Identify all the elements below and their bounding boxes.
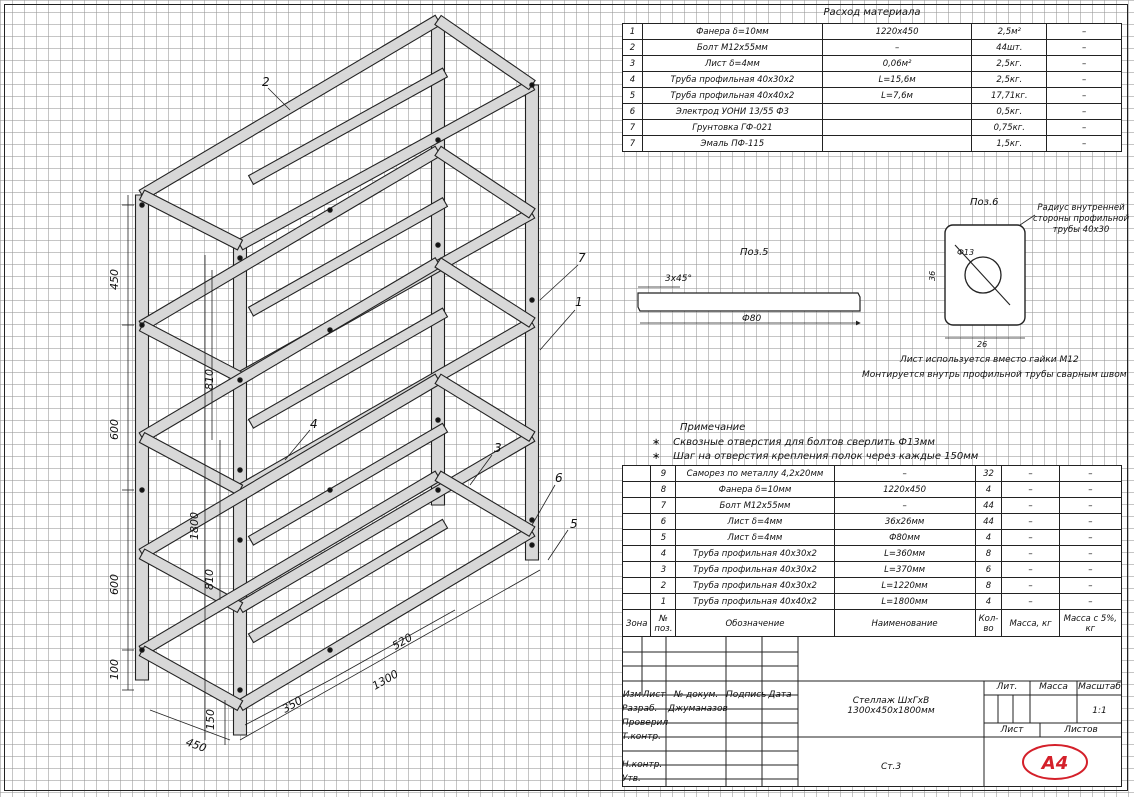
notes-item-1-text: Сквозные отверстия для болтов сверлить Ф13мм bbox=[673, 437, 935, 448]
callout-label: 4 bbox=[310, 417, 318, 431]
bolt-hole bbox=[140, 323, 144, 327]
materials-cell-spec: – bbox=[822, 40, 972, 56]
spec-cell-pos: 1 bbox=[651, 594, 676, 610]
spec-cell-qty: 8 bbox=[975, 546, 1002, 562]
frame-tube bbox=[435, 374, 535, 441]
spec-cell-pos: 6 bbox=[651, 514, 676, 530]
dim-label-d450_depth: 450 bbox=[183, 735, 209, 756]
spec-cell-total: – bbox=[1059, 562, 1121, 578]
spec-cell-mark: – bbox=[834, 466, 975, 482]
spec-cell-pos: 8 bbox=[651, 482, 676, 498]
materials-cell-extra: – bbox=[1047, 104, 1122, 120]
spec-cell-qty: 4 bbox=[975, 530, 1002, 546]
materials-cell-spec: 1220х450 bbox=[822, 24, 972, 40]
pos6-width: 26 bbox=[977, 340, 988, 349]
materials-cell-qty: 2,5м² bbox=[972, 24, 1047, 40]
spec-row bbox=[623, 514, 1122, 530]
spec-cell-qty: 44 bbox=[975, 498, 1002, 514]
spec-cell-qty: 8 bbox=[975, 578, 1002, 594]
bolt-hole bbox=[436, 488, 440, 492]
materials-cell-name: Труба профильная 40х40х2 bbox=[642, 88, 822, 104]
materials-cell-spec bbox=[822, 104, 972, 120]
tb-scale: Масштаб bbox=[1078, 682, 1121, 692]
materials-cell-qty: 2,5кг. bbox=[972, 72, 1047, 88]
materials-table bbox=[622, 23, 1122, 152]
callout-label: 2 bbox=[262, 75, 270, 89]
frame-tube bbox=[435, 471, 535, 536]
spec-row bbox=[623, 546, 1122, 562]
materials-row bbox=[623, 120, 1122, 136]
spec-cell-total: – bbox=[1059, 482, 1121, 498]
pos6-title: Поз.6 bbox=[970, 197, 999, 208]
dim-label-d1300: 1300 bbox=[370, 667, 401, 693]
spec-cell-zone bbox=[623, 466, 651, 482]
tb-role-5: Утв. bbox=[622, 774, 641, 784]
bolt-hole bbox=[530, 543, 534, 547]
materials-cell-n: 6 bbox=[623, 104, 643, 120]
spec-header-mass: Масса, кг bbox=[1002, 610, 1059, 639]
materials-cell-qty: 2,5кг. bbox=[972, 56, 1047, 72]
a4-logo bbox=[1020, 742, 1090, 782]
tb-lit: Лит. bbox=[996, 682, 1018, 692]
spec-cell-mark: L=360мм bbox=[834, 546, 975, 562]
tb-list: Лист bbox=[642, 690, 666, 700]
tb-product-name bbox=[798, 696, 984, 716]
tb-product-name-2: 1300х450х1800мм bbox=[847, 706, 935, 716]
tb-sheets: Листов bbox=[1064, 725, 1098, 735]
specification-table bbox=[622, 465, 1122, 639]
frame-tube bbox=[139, 471, 441, 655]
materials-cell-n: 5 bbox=[623, 88, 643, 104]
detail-pos5 bbox=[620, 245, 870, 335]
notes-title: Примечание bbox=[680, 422, 746, 433]
bolt-hole bbox=[140, 648, 144, 652]
materials-cell-spec bbox=[822, 120, 972, 136]
notes-item-2: ∗ Шаг на отверстия крепления полок через каждые 150мм bbox=[652, 451, 979, 462]
materials-cell-extra: – bbox=[1047, 88, 1122, 104]
materials-cell-name: Труба профильная 40х30х2 bbox=[642, 72, 822, 88]
callout-label: 3 bbox=[494, 441, 502, 455]
materials-cell-spec: L=15,6м bbox=[822, 72, 972, 88]
dim-label-d600_low: 600 bbox=[108, 574, 121, 595]
frame-tube bbox=[140, 190, 243, 250]
materials-row bbox=[623, 56, 1122, 72]
materials-cell-name: Электрод УОНИ 13/55 Ф3 bbox=[642, 104, 822, 120]
materials-cell-extra: – bbox=[1047, 136, 1122, 152]
bolt-hole bbox=[238, 378, 242, 382]
tb-sheet: Лист bbox=[1000, 725, 1024, 735]
materials-cell-n: 4 bbox=[623, 72, 643, 88]
materials-cell-name: Эмаль ПФ-115 bbox=[642, 136, 822, 152]
spec-cell-mass: – bbox=[1002, 546, 1059, 562]
tb-date: Дата bbox=[768, 690, 792, 700]
materials-cell-n: 7 bbox=[623, 136, 643, 152]
spec-cell-pos: 4 bbox=[651, 546, 676, 562]
spec-cell-total: – bbox=[1059, 498, 1121, 514]
tb-product-name-1: Стеллаж ШхГхВ bbox=[852, 696, 930, 706]
materials-cell-spec: L=7,6м bbox=[822, 88, 972, 104]
tb-change-row bbox=[622, 690, 798, 700]
pos6-caption-1: Лист используется вместо гайки М12 bbox=[900, 355, 1079, 365]
materials-cell-n: 3 bbox=[623, 56, 643, 72]
bolt-hole bbox=[140, 203, 144, 207]
tb-developer: Джуманазов bbox=[668, 704, 728, 714]
spec-cell-total: – bbox=[1059, 594, 1121, 610]
bolt-hole bbox=[328, 648, 332, 652]
materials-cell-extra: – bbox=[1047, 56, 1122, 72]
materials-cell-qty: 0,75кг. bbox=[972, 120, 1047, 136]
pos5-diameter: Ф80 bbox=[742, 314, 762, 324]
spec-header-zone: Зона bbox=[623, 610, 651, 639]
dim-label-d520: 520 bbox=[390, 630, 415, 653]
spec-cell-qty: 4 bbox=[975, 594, 1002, 610]
spec-cell-qty: 44 bbox=[975, 514, 1002, 530]
spec-row bbox=[623, 498, 1122, 514]
callout-label: 5 bbox=[570, 517, 578, 531]
spec-row bbox=[623, 594, 1122, 610]
tb-role-1: Разраб. bbox=[622, 704, 658, 714]
materials-cell-name: Грунтовка ГФ-021 bbox=[642, 120, 822, 136]
spec-cell-pos: 9 bbox=[651, 466, 676, 482]
spec-cell-zone bbox=[623, 482, 651, 498]
spec-header-name: Наименование bbox=[834, 610, 975, 639]
spec-cell-zone bbox=[623, 498, 651, 514]
bolt-hole bbox=[238, 538, 242, 542]
materials-row bbox=[623, 104, 1122, 120]
spec-cell-pos: 7 bbox=[651, 498, 676, 514]
materials-cell-name: Болт М12х55мм bbox=[642, 40, 822, 56]
spec-cell-mass: – bbox=[1002, 466, 1059, 482]
spec-cell-mark: L=370мм bbox=[834, 562, 975, 578]
materials-cell-n: 2 bbox=[623, 40, 643, 56]
spec-cell-pos: 3 bbox=[651, 562, 676, 578]
bolt-hole bbox=[436, 418, 440, 422]
spec-cell-mass: – bbox=[1002, 530, 1059, 546]
callout-label: 1 bbox=[575, 295, 583, 309]
spec-cell-pos: 5 bbox=[651, 530, 676, 546]
materials-cell-extra: – bbox=[1047, 24, 1122, 40]
pos6-caption-2: Монтируется внутрь профильной трубы сварным швом bbox=[862, 370, 1127, 380]
materials-title: Расход материала bbox=[823, 7, 921, 18]
spec-cell-mass: – bbox=[1002, 498, 1059, 514]
materials-cell-n: 7 bbox=[623, 120, 643, 136]
tb-role-3: Т.контр. bbox=[622, 732, 662, 742]
spec-cell-mass: – bbox=[1002, 562, 1059, 578]
spec-header-qty: Кол-во bbox=[975, 610, 1002, 639]
spec-cell-mass: – bbox=[1002, 594, 1059, 610]
spec-cell-name: Фанера δ=10мм bbox=[676, 482, 834, 498]
spec-cell-zone bbox=[623, 546, 651, 562]
frame-tube bbox=[249, 198, 448, 316]
bolt-hole bbox=[238, 688, 242, 692]
bolt-hole bbox=[328, 208, 332, 212]
dim-label-d100: 100 bbox=[108, 659, 121, 680]
spec-cell-zone bbox=[623, 578, 651, 594]
spec-cell-name: Саморез по металлу 4,2х20мм bbox=[676, 466, 834, 482]
callout-label: 6 bbox=[555, 471, 563, 485]
spec-row bbox=[623, 562, 1122, 578]
spec-cell-name: Болт М12х55мм bbox=[676, 498, 834, 514]
dim-label-d150: 150 bbox=[204, 709, 217, 730]
materials-cell-qty: 17,71кг. bbox=[972, 88, 1047, 104]
spec-cell-name: Лист δ=4мм bbox=[676, 530, 834, 546]
bolt-hole bbox=[530, 298, 534, 302]
materials-row bbox=[623, 72, 1122, 88]
spec-cell-mark: Ф80мм bbox=[834, 530, 975, 546]
spec-cell-qty: 32 bbox=[975, 466, 1002, 482]
materials-cell-qty: 0,5кг. bbox=[972, 104, 1047, 120]
spec-header-pos: № поз. bbox=[651, 610, 676, 639]
rack-frame-members bbox=[136, 15, 539, 735]
materials-cell-name: Лист δ=4мм bbox=[642, 56, 822, 72]
spec-cell-mark: 36х26мм bbox=[834, 514, 975, 530]
spec-header-total: Масса с 5%, кг bbox=[1059, 610, 1121, 639]
materials-cell-extra: – bbox=[1047, 72, 1122, 88]
frame-tube bbox=[139, 321, 242, 382]
spec-cell-mark: L=1800мм bbox=[834, 594, 975, 610]
pos6-height: 36 bbox=[928, 270, 937, 281]
spec-cell-name: Труба профильная 40х30х2 bbox=[676, 578, 834, 594]
frame-tube bbox=[139, 646, 242, 710]
spec-cell-mass: – bbox=[1002, 482, 1059, 498]
spec-cell-total: – bbox=[1059, 578, 1121, 594]
spec-cell-total: – bbox=[1059, 530, 1121, 546]
tb-role-4: Н.контр. bbox=[622, 760, 663, 770]
pos5-title: Поз.5 bbox=[740, 247, 769, 258]
bolt-hole bbox=[530, 83, 534, 87]
spec-row bbox=[623, 466, 1122, 482]
spec-cell-name: Труба профильная 40х40х2 bbox=[676, 594, 834, 610]
bolt-hole bbox=[140, 488, 144, 492]
spec-cell-mass: – bbox=[1002, 514, 1059, 530]
spec-cell-zone bbox=[623, 562, 651, 578]
materials-cell-qty: 44шт. bbox=[972, 40, 1047, 56]
detail-pos6 bbox=[915, 195, 1134, 375]
spec-cell-mark: L=1220мм bbox=[834, 578, 975, 594]
materials-row bbox=[623, 88, 1122, 104]
spec-cell-qty: 6 bbox=[975, 562, 1002, 578]
tb-scale-value: 1:1 bbox=[1092, 706, 1107, 716]
materials-cell-qty: 1,5кг. bbox=[972, 136, 1047, 152]
bolt-hole bbox=[238, 256, 242, 260]
spec-cell-mark: – bbox=[834, 498, 975, 514]
materials-cell-n: 1 bbox=[623, 24, 643, 40]
bolt-hole bbox=[238, 468, 242, 472]
dim-label-d450_top: 450 bbox=[108, 269, 121, 290]
bolt-hole bbox=[328, 328, 332, 332]
spec-cell-name: Труба профильная 40х30х2 bbox=[676, 562, 834, 578]
pos5-chamfer: 3х45° bbox=[665, 274, 693, 284]
materials-cell-spec bbox=[822, 136, 972, 152]
dim-label-d350: 350 bbox=[280, 693, 305, 716]
materials-cell-extra: – bbox=[1047, 40, 1122, 56]
spec-header-designation: Обозначение bbox=[676, 610, 834, 639]
spec-cell-name: Труба профильная 40х30х2 bbox=[676, 546, 834, 562]
frame-tube bbox=[139, 433, 242, 495]
dim-label-d1800: 1800 bbox=[188, 512, 201, 540]
spec-cell-zone bbox=[623, 594, 651, 610]
callout-label: 7 bbox=[578, 251, 586, 265]
materials-cell-name: Фанера δ=10мм bbox=[642, 24, 822, 40]
tb-izm: Изм bbox=[622, 690, 642, 700]
spec-cell-zone bbox=[623, 530, 651, 546]
frame-tube bbox=[435, 258, 535, 327]
frame-tube bbox=[435, 146, 535, 217]
bolt-hole bbox=[328, 488, 332, 492]
bolt-hole bbox=[436, 243, 440, 247]
a4-logo-text: А4 bbox=[1041, 753, 1069, 774]
materials-cell-extra: – bbox=[1047, 120, 1122, 136]
tb-material: Ст.3 bbox=[880, 762, 902, 772]
frame-tube bbox=[435, 15, 535, 89]
spec-cell-total: – bbox=[1059, 546, 1121, 562]
dim-label-d810_a: 810 bbox=[203, 369, 216, 390]
dim-label-d810_b: 810 bbox=[203, 569, 216, 590]
pos6-note: Радиус внутренней стороны профильной трубы 40х30 bbox=[1032, 203, 1130, 235]
spec-cell-mark: 1220х450 bbox=[834, 482, 975, 498]
notes-item-1: ∗ Сквозные отверстия для болтов сверлить Ф13мм bbox=[652, 437, 935, 448]
spec-cell-zone bbox=[623, 514, 651, 530]
pos6-hole: Ф13 bbox=[957, 248, 975, 257]
spec-row bbox=[623, 578, 1122, 594]
spec-cell-qty: 4 bbox=[975, 482, 1002, 498]
dim-label-d600_mid: 600 bbox=[108, 419, 121, 440]
spec-header-row bbox=[623, 610, 1122, 639]
tb-doc: № докум. bbox=[673, 690, 719, 700]
tb-mass: Масса bbox=[1039, 682, 1068, 692]
materials-row bbox=[623, 40, 1122, 56]
materials-row bbox=[623, 24, 1122, 40]
materials-row bbox=[623, 136, 1122, 152]
spec-cell-total: – bbox=[1059, 466, 1121, 482]
notes-item-2-text: Шаг на отверстия крепления полок через каждые 150мм bbox=[673, 451, 979, 462]
spec-row bbox=[623, 530, 1122, 546]
spec-cell-mass: – bbox=[1002, 578, 1059, 594]
materials-cell-spec: 0,06м² bbox=[822, 56, 972, 72]
spec-cell-pos: 2 bbox=[651, 578, 676, 594]
spec-row bbox=[623, 482, 1122, 498]
spec-cell-name: Лист δ=4мм bbox=[676, 514, 834, 530]
spec-cell-total: – bbox=[1059, 514, 1121, 530]
tb-role-2: Проверил bbox=[622, 718, 669, 728]
frame-tube bbox=[249, 308, 448, 428]
bolt-hole bbox=[436, 138, 440, 142]
tb-sign: Подпись bbox=[726, 690, 767, 700]
